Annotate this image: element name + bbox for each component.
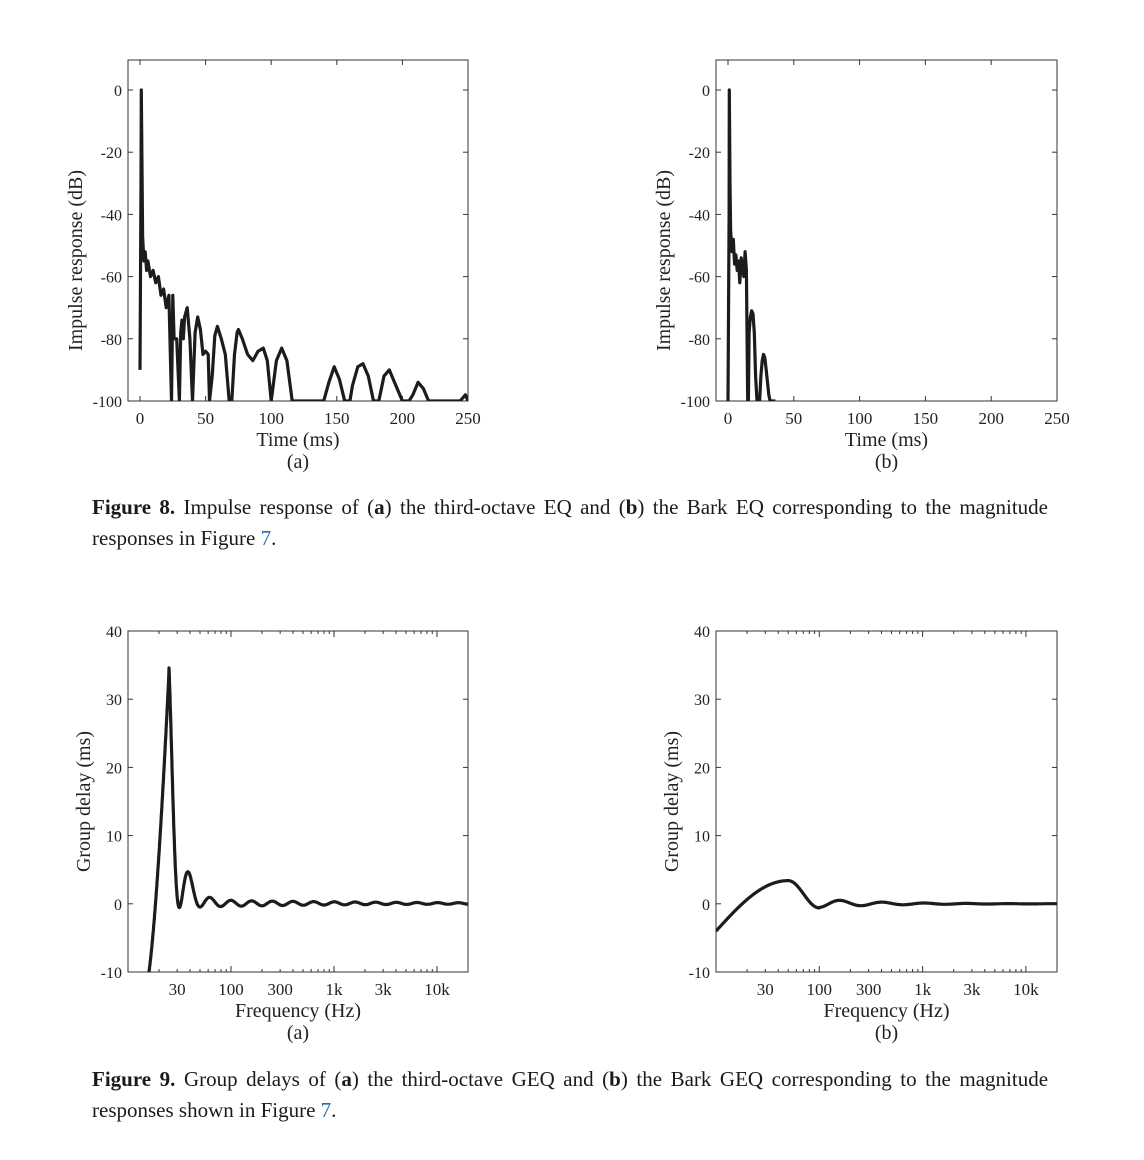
plot-frame xyxy=(716,631,1057,972)
caption-panel-b: b xyxy=(625,495,638,519)
x-tick-label: 50 xyxy=(785,409,803,428)
panel-sublabel: (b) xyxy=(874,451,899,473)
y-tick-label: -60 xyxy=(100,269,122,287)
x-axis-label: Frequency (Hz) xyxy=(823,1000,950,1022)
series-line-fig8a xyxy=(140,90,468,401)
x-tick-label: 30 xyxy=(756,980,774,999)
y-tick-label: -100 xyxy=(680,394,710,411)
x-tick-label: 250 xyxy=(455,409,481,428)
figure-9-caption xyxy=(92,1064,1048,1126)
chart-fig9a xyxy=(73,624,468,1044)
y-tick-label: 10 xyxy=(694,828,710,846)
y-tick-label: -20 xyxy=(688,145,710,163)
y-tick-label: 40 xyxy=(106,624,122,641)
x-tick-label: 0 xyxy=(135,409,145,428)
caption-panel-b: b xyxy=(609,1067,621,1091)
plot-frame xyxy=(716,60,1057,401)
series-line-fig9a xyxy=(146,668,468,986)
x-tick-label: 100 xyxy=(806,980,833,999)
caption-text: ) the third-octave EQ and ( xyxy=(384,495,626,519)
y-tick-label: 10 xyxy=(106,828,122,846)
caption-text: Group delays of ( xyxy=(183,1067,342,1091)
x-tick-label: 150 xyxy=(324,409,350,428)
caption-label: Figure 8. xyxy=(92,495,176,519)
y-tick-label: -60 xyxy=(688,269,710,287)
y-tick-label: 0 xyxy=(702,83,710,100)
y-tick-label: -20 xyxy=(100,145,122,163)
figure-7-link[interactable]: 7 xyxy=(260,526,272,550)
x-tick-label: 250 xyxy=(1044,409,1070,428)
y-tick-label: -40 xyxy=(688,207,710,225)
caption-text: ) the Bark GEQ corresponding to the magnitude responses shown in Figure xyxy=(92,1067,1049,1122)
panel-sublabel: (a) xyxy=(286,451,310,473)
x-axis-label: Time (ms) xyxy=(844,429,929,451)
figure-7-link[interactable]: 7 xyxy=(320,1098,332,1122)
chart-fig8a xyxy=(65,60,481,473)
caption-text: . xyxy=(271,526,277,550)
x-tick-label: 1k xyxy=(914,980,932,999)
x-tick-label: 0 xyxy=(723,409,733,428)
y-tick-label: 20 xyxy=(106,760,122,778)
y-tick-label: 0 xyxy=(114,83,122,100)
x-tick-label: 1k xyxy=(325,980,343,999)
y-tick-label: 30 xyxy=(694,692,710,710)
y-tick-label: 30 xyxy=(106,692,122,710)
chart-fig8b xyxy=(653,60,1070,473)
panel-sublabel: (b) xyxy=(874,1022,899,1044)
y-tick-label: -80 xyxy=(688,331,710,349)
y-axis-label: Impulse response (dB) xyxy=(653,169,675,352)
x-tick-label: 100 xyxy=(218,980,244,999)
y-tick-label: -40 xyxy=(100,207,122,225)
x-tick-label: 50 xyxy=(197,409,215,428)
x-tick-label: 300 xyxy=(267,980,293,999)
chart-fig9b xyxy=(661,624,1057,1044)
y-tick-label: -80 xyxy=(100,331,122,349)
x-axis-label: Time (ms) xyxy=(256,429,340,451)
x-tick-label: 3k xyxy=(374,980,392,999)
y-tick-label: 0 xyxy=(114,896,122,914)
x-tick-label: 300 xyxy=(855,980,882,999)
y-axis-label: Group delay (ms) xyxy=(661,730,683,873)
y-tick-label: 0 xyxy=(702,896,710,914)
x-tick-label: 200 xyxy=(978,409,1004,428)
caption-panel-a: a xyxy=(374,495,385,519)
caption-label: Figure 9. xyxy=(92,1067,176,1091)
caption-text: Impulse response of ( xyxy=(183,495,375,519)
y-tick-label: 40 xyxy=(694,624,710,641)
y-axis-label: Group delay (ms) xyxy=(73,730,95,873)
x-tick-label: 10k xyxy=(1013,980,1039,999)
figure-8-caption xyxy=(92,492,1048,554)
x-tick-label: 10k xyxy=(424,980,450,999)
x-tick-label: 150 xyxy=(912,409,939,428)
x-tick-label: 100 xyxy=(846,409,873,428)
y-tick-label: -10 xyxy=(688,965,710,982)
y-tick-label: 20 xyxy=(694,760,710,778)
x-tick-label: 200 xyxy=(389,409,416,428)
x-tick-label: 30 xyxy=(168,980,186,999)
x-tick-label: 3k xyxy=(963,980,981,999)
caption-text: ) the Bark EQ corresponding to the magnitude responses in Figure xyxy=(92,495,1048,550)
y-tick-label: -10 xyxy=(100,965,122,982)
caption-text: . xyxy=(331,1098,337,1122)
plot-frame xyxy=(128,631,468,972)
y-axis-label: Impulse response (dB) xyxy=(65,169,87,352)
caption-panel-a: a xyxy=(341,1067,352,1091)
x-tick-label: 100 xyxy=(258,409,284,428)
panel-sublabel: (a) xyxy=(286,1022,310,1044)
caption-text: ) the third-octave GEQ and ( xyxy=(351,1067,610,1091)
series-line-fig9b xyxy=(716,881,1057,932)
y-tick-label: -100 xyxy=(92,394,122,411)
x-axis-label: Frequency (Hz) xyxy=(234,1000,362,1022)
series-line-fig8b xyxy=(728,90,775,401)
